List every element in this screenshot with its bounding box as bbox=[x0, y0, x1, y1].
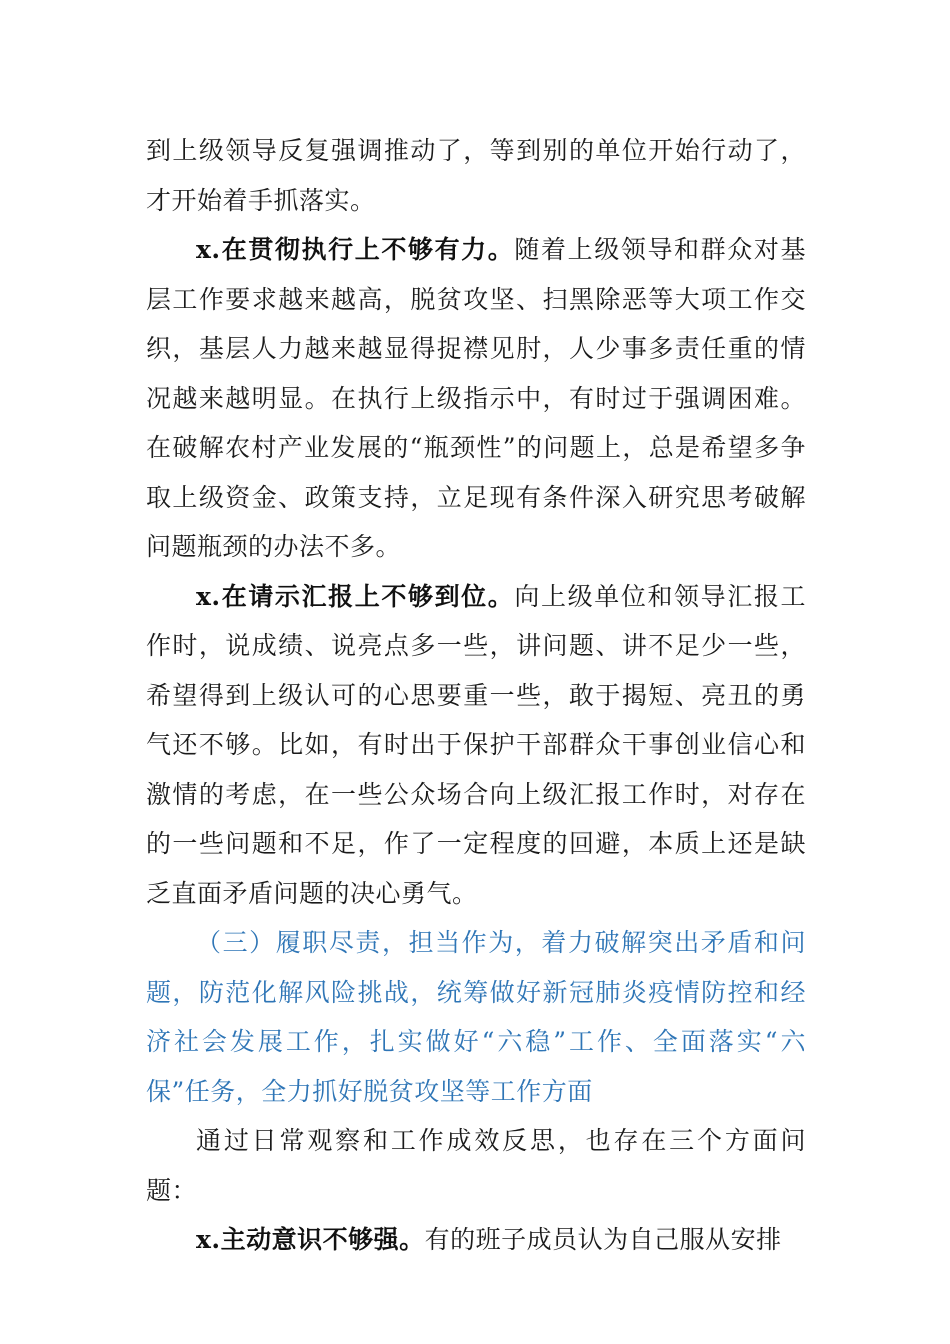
paragraph-initiative bbox=[146, 1215, 806, 1265]
paragraph-text: 通过日常观察和工作成效反思，也存在三个方面问题： bbox=[146, 1126, 806, 1205]
paragraph-heading: x.在贯彻执行上不够有力。 bbox=[196, 235, 515, 264]
paragraph-observation bbox=[146, 1116, 806, 1215]
document-body bbox=[146, 126, 806, 1265]
paragraph-heading: x.在请示汇报上不够到位。 bbox=[196, 581, 515, 611]
paragraph-heading: x.主动意识不够强。 bbox=[196, 1225, 425, 1254]
section-heading-three bbox=[146, 918, 806, 1116]
section-heading-text: （三）履职尽责，担当作为，着力破解突出矛盾和问题，防范化解风险挑战，统筹做好新冠肺炎疫情防控和经济社会发展工作，扎实做好“六稳”工作、全面落实“六保”任务，全力抓好脱贫攻坚等工作方面 bbox=[146, 928, 806, 1106]
paragraph-text: 向上级单位和领导汇报工作时，说成绩、说亮点多一些，讲问题、讲不足少一些，希望得到上级认可的心思要重一些，敢于揭短、亮丑的勇气还不够。比如，有时出于保护干部群众干事创业信心和激情的考虑，在一些公众场合向上级汇报工作时，对存在的一些问题和不足，作了一定程度的回避，本质上还是缺乏直面矛盾问题的决心勇气。 bbox=[146, 581, 806, 908]
paragraph-text: 到上级领导反复强调推动了，等到别的单位开始行动了，才开始着手抓落实。 bbox=[146, 136, 806, 215]
paragraph-text: 随着上级领导和群众对基层工作要求越来越高，脱贫攻坚、扫黑除恶等大项工作交织，基层人力越来越显得捉襟见肘，人少事多责任重的情况越来越明显。在执行上级指示中，有时过于强调困难。在破解农村产业发展的“瓶颈性”的问题上，总是希望多争取上级资金、政策支持，立足现有条件深入研究思考破解问题瓶颈的办法不多。 bbox=[146, 235, 806, 561]
paragraph-execution bbox=[146, 225, 806, 572]
paragraph-reporting bbox=[146, 572, 806, 919]
paragraph-continuation bbox=[146, 126, 806, 225]
paragraph-text: 有的班子成员认为自己服从安排 bbox=[424, 1225, 782, 1254]
